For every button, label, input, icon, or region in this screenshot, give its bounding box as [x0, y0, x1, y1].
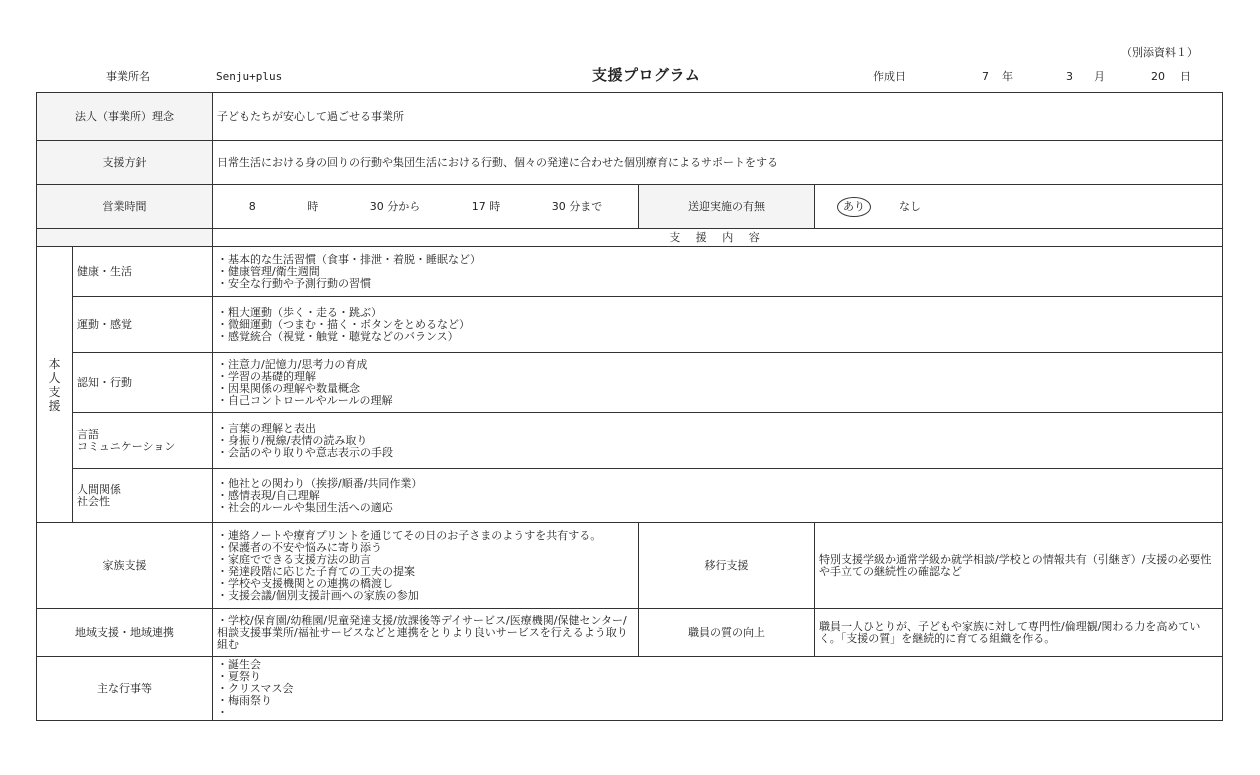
list-item: ・因果関係の理解や数量概念	[217, 381, 360, 395]
list-item: ・基本的な生活習慣（食事・排泄・着脱・睡眠など）	[217, 252, 481, 266]
year-unit: 年	[1002, 70, 1013, 83]
category-label: 言語 コミュニケーション	[73, 413, 213, 469]
list-item: ・身振り/視線/表情の読み取り	[217, 433, 368, 447]
community-value: ・学校/保育園/幼稚園/児童発達支援/放課後等デイサービス/医療機関/保健センター/相談支援事業所/福祉サービスなどと連携をとりより良いサービスを行えるよう取り組む	[213, 609, 639, 657]
list-item: ・家庭でできる支援方法の助言	[217, 552, 371, 566]
staff-quality-value: 職員一人ひとりが、子どもや家族に対して専門性/倫理観/関わる力を高めていく。「支援の質」を継続的に育てる組織を作る。	[815, 609, 1223, 657]
individual-support-char: 本	[48, 356, 61, 371]
list-item: ・クリスマス会	[217, 681, 294, 695]
list-item: ・言葉の理解と表出	[217, 421, 316, 435]
month-value: 3	[1066, 70, 1073, 83]
support-program-table	[36, 92, 1223, 721]
list-item: ・微細運動（つまむ・描く・ボタンをとめるなど）	[217, 317, 470, 331]
category-row	[37, 413, 1223, 469]
philosophy-value: 子どもたちが安心して過ごせる事業所	[213, 93, 1223, 141]
list-item: ・感情表現/自己理解	[217, 488, 320, 502]
hour-unit: 時	[307, 199, 319, 213]
list-item: ・夏祭り	[217, 669, 261, 683]
family-support-label: 家族支援	[37, 523, 213, 609]
category-row	[37, 353, 1223, 413]
end-hour-unit: 時	[489, 199, 501, 213]
transition-support-label: 移行支援	[639, 523, 815, 609]
list-item: ・連絡ノートや療育プリントを通じてその日のお子さまのようすを共有する。	[217, 528, 602, 542]
list-item: ・社会的ルールや集団生活への適応	[217, 500, 393, 514]
hours-label: 営業時間	[37, 185, 213, 229]
start-min: 30	[369, 199, 384, 213]
end-min: 30	[551, 199, 566, 213]
category-label: 運動・感覚	[73, 297, 213, 353]
list-item: ・保護者の不安や悩みに寄り添う	[217, 540, 382, 554]
family-support-items	[213, 523, 639, 609]
category-items	[213, 353, 1223, 413]
support-content-header: 支 援 内 容	[213, 229, 1223, 247]
list-item: ・学習の基礎的理解	[217, 369, 316, 383]
day-value: 20	[1151, 70, 1165, 83]
hours-value	[213, 185, 639, 229]
policy-label: 支援方針	[37, 141, 213, 185]
year-value: 7	[982, 70, 989, 83]
transition-support-value: 特別支援学級か通常学級か就学相談/学校との情報共有（引継ぎ）/支援の必要性や手立ての継続性の確認など	[815, 523, 1223, 609]
list-item: ・支援会議/個別支援計画への家族の参加	[217, 588, 419, 602]
list-item: ・他社との関わり（挨拶/順番/共同作業）	[217, 476, 423, 490]
list-item: ・誕生会	[217, 657, 261, 671]
category-row	[37, 247, 1223, 297]
date-label: 作成日	[873, 70, 906, 83]
list-item: ・発達段階に応じた子育ての工夫の提案	[217, 564, 415, 578]
page-title: 支援プログラム	[592, 66, 701, 84]
category-label: 健康・生活	[73, 247, 213, 297]
family-row	[37, 523, 1223, 609]
policy-row	[37, 141, 1223, 185]
list-item: ・安全な行動や予測行動の習慣	[217, 276, 371, 290]
policy-value: 日常生活における身の回りの行動や集団生活における行動、個々の発達に合わせた個別療育によるサポートをする	[213, 141, 1223, 185]
list-item: ・梅雨祭り	[217, 693, 272, 707]
office-name: Senju+plus	[216, 70, 283, 83]
events-label: 主な行事等	[37, 657, 213, 721]
events-row	[37, 657, 1223, 721]
list-item: ・自己コントロールやルールの理解	[217, 393, 393, 407]
list-item: ・会話のやり取りや意志表示の手段	[217, 445, 393, 459]
start-suffix: 分から	[387, 199, 421, 213]
transport-value	[815, 185, 1223, 229]
attachment-note: （別添資料１）	[1121, 46, 1198, 59]
month-unit: 月	[1094, 70, 1105, 83]
category-row	[37, 469, 1223, 523]
transport-option-yes[interactable]: あり	[837, 197, 871, 217]
list-item: ・学校や支援機関との連携の橋渡し	[217, 576, 393, 590]
list-item: ・	[217, 705, 228, 719]
individual-support-label	[37, 247, 73, 523]
list-item: ・粗大運動（歩く・走る・跳ぶ）	[217, 305, 382, 319]
events-items	[213, 657, 1223, 721]
category-items	[213, 469, 1223, 523]
list-item: ・注意力/記憶力/思考力の育成	[217, 357, 368, 371]
category-label: 人間関係 社会性	[73, 469, 213, 523]
hours-row	[37, 185, 1223, 229]
category-row	[37, 297, 1223, 353]
list-item: ・感覚統合（視覚・触覚・聴覚などのバランス）	[217, 329, 459, 343]
start-hour: 8	[248, 199, 256, 213]
office-label: 事業所名	[106, 70, 150, 83]
transport-label: 送迎実施の有無	[639, 185, 815, 229]
category-label: 認知・行動	[73, 353, 213, 413]
category-items	[213, 413, 1223, 469]
transport-option-no[interactable]: なし	[899, 199, 921, 213]
community-label: 地域支援・地域連携	[37, 609, 213, 657]
community-row	[37, 609, 1223, 657]
individual-support-char: 人	[48, 370, 61, 385]
end-suffix: 分まで	[569, 199, 603, 213]
staff-quality-label: 職員の質の向上	[639, 609, 815, 657]
day-unit: 日	[1180, 70, 1191, 83]
category-items	[213, 247, 1223, 297]
philosophy-label: 法人（事業所）理念	[37, 93, 213, 141]
philosophy-row	[37, 93, 1223, 141]
list-item: ・健康管理/衛生週間	[217, 264, 320, 278]
individual-support-char: 援	[48, 398, 61, 413]
individual-support-char: 支	[48, 384, 61, 399]
support-content-header-row	[37, 229, 1223, 247]
category-items	[213, 297, 1223, 353]
end-hour: 17	[471, 199, 486, 213]
